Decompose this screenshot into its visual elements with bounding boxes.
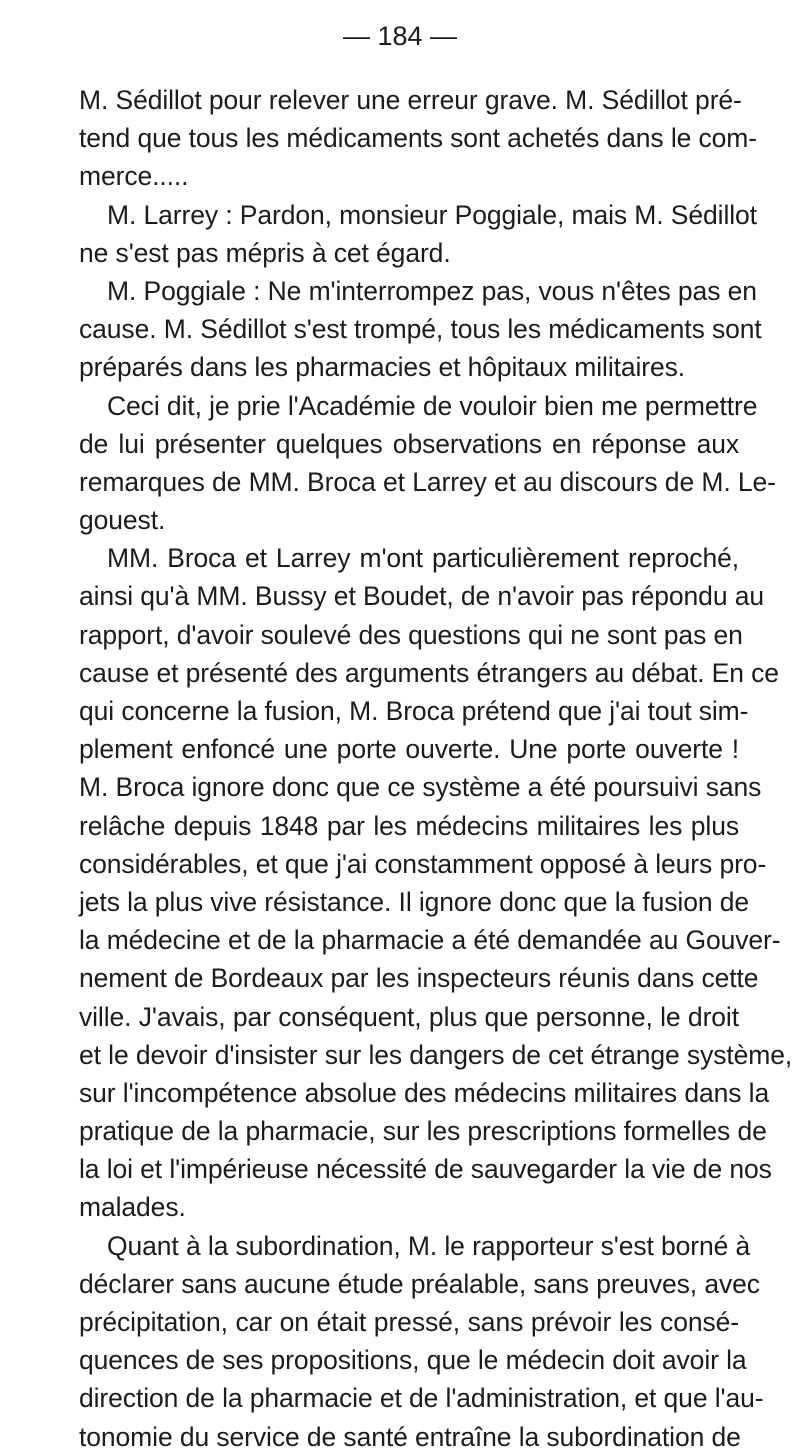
text-line: ne s'est pas mépris à cet égard. <box>79 237 451 268</box>
text-line: pratique de la pharmacie, sur les prescriptions formelles de <box>79 1116 767 1147</box>
text-line: gouest. <box>79 505 166 536</box>
text-line: considérables, et que j'ai constamment opposé à leurs pro- <box>79 848 767 879</box>
text-line: qui concerne la fusion, M. Broca prétend que j'ai tout sim- <box>79 696 749 726</box>
text-line: précipitation, car on était pressé, sans prévoir les consé- <box>79 1307 739 1337</box>
text-line: merce..... <box>79 161 189 192</box>
page-number: — 184 — <box>342 21 458 51</box>
text-line: tonomie du service de santé entraîne la subordination de <box>79 1421 741 1452</box>
text-line: remarques de MM. Broca et Larrey et au discours de M. Le- <box>79 466 776 497</box>
text-line: cause et présenté des arguments étrangers au débat. En ce <box>79 657 779 688</box>
text-line: préparés dans les pharmacies et hôpitaux militaires. <box>79 352 686 383</box>
text-line: Ceci dit, je prie l'Académie de vouloir bien me permettre <box>107 390 758 421</box>
text-line: rapport, d'avoir soulevé des questions qui ne sont pas en <box>79 619 743 650</box>
text-line: quences de ses propositions, que le médecin doit avoir la <box>79 1345 747 1376</box>
text-line: jets la plus vive résistance. Il ignore donc que la fusion de <box>79 886 750 917</box>
text-line: Quant à la subordination, M. le rapporteur s'est borné à <box>107 1230 751 1261</box>
text-line: déclarer sans aucune étude préalable, sans preuves, avec <box>79 1268 760 1299</box>
text-line: la loi et l'impérieuse nécessité de sauvegarder la vie de nos <box>79 1154 772 1185</box>
text-line: M. Sédillot pour relever une erreur grave. M. Sédillot pré- <box>79 85 742 115</box>
text-line: M. Larrey : Pardon, monsieur Poggiale, mais M. Sédillot <box>107 199 757 230</box>
text-line: plement enfoncé une porte ouverte. Une porte ouverte ! <box>79 734 739 765</box>
text-line: malades. <box>79 1192 186 1223</box>
body-text <box>79 81 793 1456</box>
text-line: et le devoir d'insister sur les dangers de cet étrange système, <box>79 1039 793 1070</box>
text-line: ville. J'avais, par conséquent, plus que personne, le droit <box>79 1001 739 1032</box>
text-line: relâche depuis 1848 par les médecins militaires les plus <box>79 810 739 841</box>
text-line: M. Poggiale : Ne m'interrompez pas, vous n'êtes pas en <box>107 275 757 306</box>
text-line: la médecine et de la pharmacie a été demandée au Gouver- <box>79 925 781 956</box>
text-line: tend que tous les médicaments sont achetés dans le com- <box>79 123 757 154</box>
text-line: M. Broca ignore donc que ce système a été poursuivi sans <box>79 772 762 803</box>
text-line: nement de Bordeaux par les inspecteurs réunis dans cette <box>79 963 759 994</box>
text-line: de lui présenter quelques observations en réponse aux <box>79 428 739 459</box>
text-line: cause. M. Sédillot s'est trompé, tous les médicaments sont <box>79 314 762 345</box>
text-line: MM. Broca et Larrey m'ont particulièrement reproché, <box>107 543 739 574</box>
text-line: ainsi qu'à MM. Bussy et Boudet, de n'avoir pas répondu au <box>79 581 764 612</box>
text-line: direction de la pharmacie et de l'administration, et que l'au- <box>79 1383 764 1414</box>
text-line: sur l'incompétence absolue des médecins militaires dans la <box>79 1077 770 1108</box>
